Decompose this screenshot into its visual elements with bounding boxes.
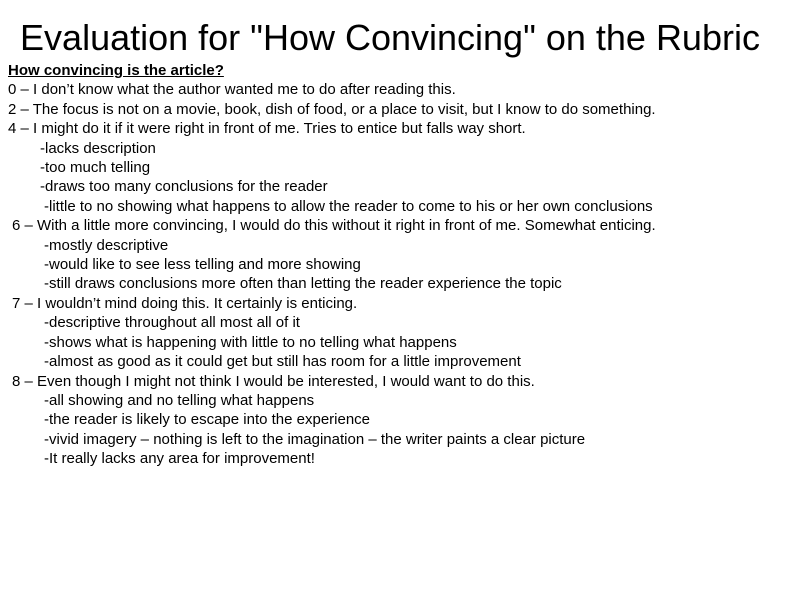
score-8-line: 8 – Even though I might not think I would be interested, I would want to do this.: [12, 372, 535, 390]
rubric-content: [8, 61, 798, 469]
score-4-line: 4 – I might do it if it were right in front of me. Tries to entice but falls way short.: [8, 120, 526, 138]
rubric-heading: How convincing is the article?: [8, 62, 224, 79]
score-8-criterion: -the reader is likely to escape into the experience: [44, 411, 371, 429]
score-7-criterion: -descriptive throughout all most all of it: [44, 314, 300, 332]
score-7-criterion: -almost as good as it could get but still has room for a little improvement: [44, 353, 521, 371]
score-0-line: 0 – I don’t know what the author wanted me to do after reading this.: [8, 81, 456, 99]
page-title: Evaluation for "How Convincing" on the Rubric: [20, 17, 760, 58]
score-4-criterion: -lacks description: [40, 139, 156, 157]
score-4-criterion: -little to no showing what happens to allow the reader to come to his or her own conclusions: [44, 197, 653, 215]
score-2-line: 2 – The focus is not on a movie, book, dish of food, or a place to visit, but I know to do something.: [8, 100, 656, 118]
score-8-criterion: -vivid imagery – nothing is left to the imagination – the writer paints a clear picture: [44, 430, 586, 448]
score-7-line: 7 – I wouldn’t mind doing this. It certainly is enticing.: [12, 294, 358, 312]
score-8-criterion: -It really lacks any area for improvement!: [44, 450, 315, 468]
score-6-criterion: -still draws conclusions more often than letting the reader experience the topic: [44, 275, 562, 293]
score-7-criterion: -shows what is happening with little to no telling what happens: [44, 333, 457, 351]
score-6-line: 6 – With a little more convincing, I would do this without it right in front of me. Somewhat enticing.: [12, 217, 656, 235]
score-6-criterion: -mostly descriptive: [44, 236, 169, 254]
score-4-criterion: -too much telling: [40, 159, 151, 177]
score-8-criterion: -all showing and no telling what happens: [44, 391, 315, 409]
score-6-criterion: -would like to see less telling and more showing: [44, 256, 361, 274]
score-4-criterion: -draws too many conclusions for the reader: [40, 178, 328, 196]
